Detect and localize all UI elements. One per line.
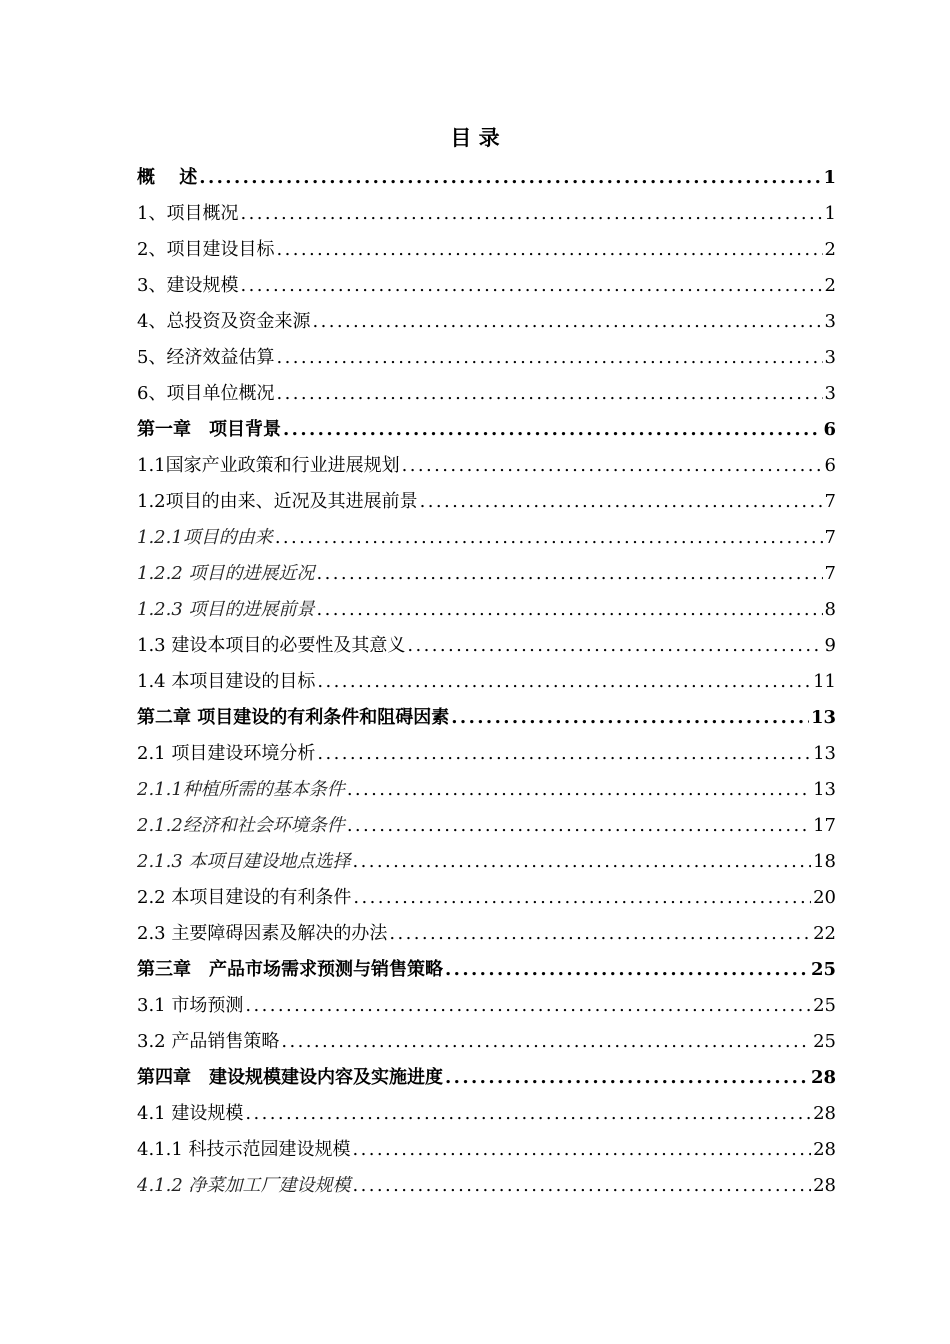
toc-leader-dots (245, 1105, 811, 1123)
toc-leader-dots (445, 961, 809, 979)
toc-entry-text: 1.2.2 项目的进展近况 (137, 563, 315, 584)
toc-entry[interactable] (137, 808, 836, 844)
toc-entry-text: 1.1国家产业政策和行业进展规划 (137, 455, 400, 476)
toc-page-number: 2 (824, 239, 836, 260)
toc-entry[interactable] (137, 1168, 836, 1204)
toc-leader-dots (312, 313, 822, 331)
toc-page-number: 25 (810, 959, 836, 980)
toc-entry-text: 2.1.3 本项目建设地点选择 (137, 851, 351, 872)
toc-entry-text: 2.3 主要障碍因素及解决的办法 (137, 923, 388, 944)
toc-entry-text: 第四章 建设规模建设内容及实施进度 (137, 1067, 443, 1088)
toc-leader-dots (353, 853, 812, 871)
toc-entry-text: 2.2 本项目建设的有利条件 (137, 887, 352, 908)
toc-entry[interactable] (137, 628, 836, 664)
toc-entry-text: 4.1 建设规模 (137, 1103, 244, 1124)
toc-page-number: 1 (824, 203, 836, 224)
toc-page-number: 3 (824, 383, 836, 404)
toc-entry-text: 1.2.1项目的由来 (137, 527, 273, 548)
toc-leader-dots (353, 1141, 812, 1159)
toc-entry-text: 5、经济效益估算 (137, 347, 275, 368)
toc-page-number: 25 (813, 995, 836, 1016)
toc-leader-dots (347, 781, 811, 799)
toc-entry-text: 1.3 建设本项目的必要性及其意义 (137, 635, 406, 656)
toc-entry-text: 3、建设规模 (137, 275, 239, 296)
toc-page-number: 13 (813, 779, 836, 800)
toc-leader-dots (276, 385, 822, 403)
toc-page-number: 28 (813, 1175, 836, 1196)
toc-entry-text: 4.1.1 科技示范园建设规模 (137, 1139, 351, 1160)
toc-entry-text: 概 述 (137, 167, 198, 188)
toc-entry[interactable] (137, 448, 836, 484)
toc-page-number: 2 (824, 275, 836, 296)
toc-entry[interactable] (137, 304, 836, 340)
toc-leader-dots (402, 457, 823, 475)
toc-page-number: 25 (813, 1031, 836, 1052)
toc-entry[interactable] (137, 844, 836, 880)
toc-leader-dots (445, 1069, 809, 1087)
toc-entry-text: 2.1.1种植所需的基本条件 (137, 779, 345, 800)
toc-leader-dots (317, 601, 823, 619)
toc-entry-text: 6、项目单位概况 (137, 383, 275, 404)
toc-entry-text: 1.4 本项目建设的目标 (137, 671, 316, 692)
toc-leader-dots (276, 241, 822, 259)
toc-leader-dots (245, 997, 811, 1015)
toc-entry-text: 第一章 项目背景 (137, 419, 281, 440)
toc-entry-text: 1.2.3 项目的进展前景 (137, 599, 315, 620)
toc-entry[interactable] (137, 592, 836, 628)
toc-entry[interactable] (137, 232, 836, 268)
toc-entry[interactable] (137, 772, 836, 808)
toc-entry[interactable] (137, 412, 836, 448)
toc-page-number: 20 (813, 887, 836, 908)
toc-leader-dots (317, 673, 811, 691)
toc-entry-text: 2.1.2经济和社会环境条件 (137, 815, 345, 836)
toc-leader-dots (451, 709, 809, 727)
toc-entry[interactable] (137, 988, 836, 1024)
toc-entry-text: 第二章 项目建设的有利条件和阻碍因素 (137, 707, 450, 728)
toc-leader-dots (407, 637, 822, 655)
toc-page-number: 7 (824, 563, 836, 584)
toc-leader-dots (240, 205, 822, 223)
toc-entry[interactable] (137, 268, 836, 304)
toc-page-number: 6 (823, 419, 836, 440)
toc-entry-text: 2、项目建设目标 (137, 239, 275, 260)
toc-entry[interactable] (137, 1132, 836, 1168)
toc-page-number: 9 (824, 635, 836, 656)
toc-page-number: 7 (824, 491, 836, 512)
toc-entry[interactable] (137, 520, 836, 556)
toc-page-number: 28 (813, 1103, 836, 1124)
toc-entry-text: 2.1 项目建设环境分析 (137, 743, 316, 764)
toc-entry[interactable] (137, 664, 836, 700)
toc-page-number: 28 (813, 1139, 836, 1160)
toc-page-number: 7 (824, 527, 836, 548)
toc-entry[interactable] (137, 556, 836, 592)
toc-leader-dots (347, 817, 811, 835)
toc-page-number: 13 (810, 707, 836, 728)
toc-leader-dots (317, 565, 823, 583)
toc-page-number: 17 (813, 815, 836, 836)
toc-page-number: 6 (824, 455, 836, 476)
toc-entry[interactable] (137, 160, 836, 196)
toc-leader-dots (353, 1177, 812, 1195)
toc-leader-dots (199, 169, 821, 187)
toc-page-number: 1 (823, 167, 836, 188)
toc-entry-text: 3.1 市场预测 (137, 995, 244, 1016)
toc-entry[interactable] (137, 916, 836, 952)
toc-title: 目 录 (450, 125, 500, 150)
toc-entry-text: 1、项目概况 (137, 203, 239, 224)
toc-entry[interactable] (137, 880, 836, 916)
toc-entry-text: 4.1.2 净菜加工厂建设规模 (137, 1175, 351, 1196)
toc-leader-dots (240, 277, 822, 295)
toc-leader-dots (420, 493, 823, 511)
toc-entry-text: 3.2 产品销售策略 (137, 1031, 280, 1052)
toc-page-number: 28 (810, 1067, 836, 1088)
toc-page-number: 13 (813, 743, 836, 764)
toc-entry[interactable] (137, 736, 836, 772)
toc-page-number: 8 (824, 599, 836, 620)
toc-entry[interactable] (137, 1060, 836, 1096)
toc-entry-text: 4、总投资及资金来源 (137, 311, 311, 332)
toc-page-number: 11 (813, 671, 836, 692)
table-of-contents (137, 160, 836, 1204)
toc-entry[interactable] (137, 952, 836, 988)
toc-leader-dots (389, 925, 811, 943)
toc-entry[interactable] (137, 1024, 836, 1060)
toc-leader-dots (275, 529, 823, 547)
toc-entry[interactable] (137, 376, 836, 412)
toc-entry[interactable] (137, 484, 836, 520)
toc-leader-dots (276, 349, 822, 367)
toc-page-number: 3 (824, 311, 836, 332)
toc-entry-text: 第三章 产品市场需求预测与销售策略 (137, 959, 443, 980)
toc-entry[interactable] (137, 340, 836, 376)
toc-entry[interactable] (137, 700, 836, 736)
toc-leader-dots (317, 745, 811, 763)
toc-leader-dots (353, 889, 811, 907)
toc-page-number: 22 (813, 923, 836, 944)
toc-entry[interactable] (137, 1096, 836, 1132)
toc-page-number: 18 (813, 851, 836, 872)
toc-entry[interactable] (137, 196, 836, 232)
toc-page-number: 3 (824, 347, 836, 368)
toc-leader-dots (283, 421, 821, 439)
toc-entry-text: 1.2项目的由来、近况及其进展前景 (137, 491, 418, 512)
toc-leader-dots (281, 1033, 811, 1051)
